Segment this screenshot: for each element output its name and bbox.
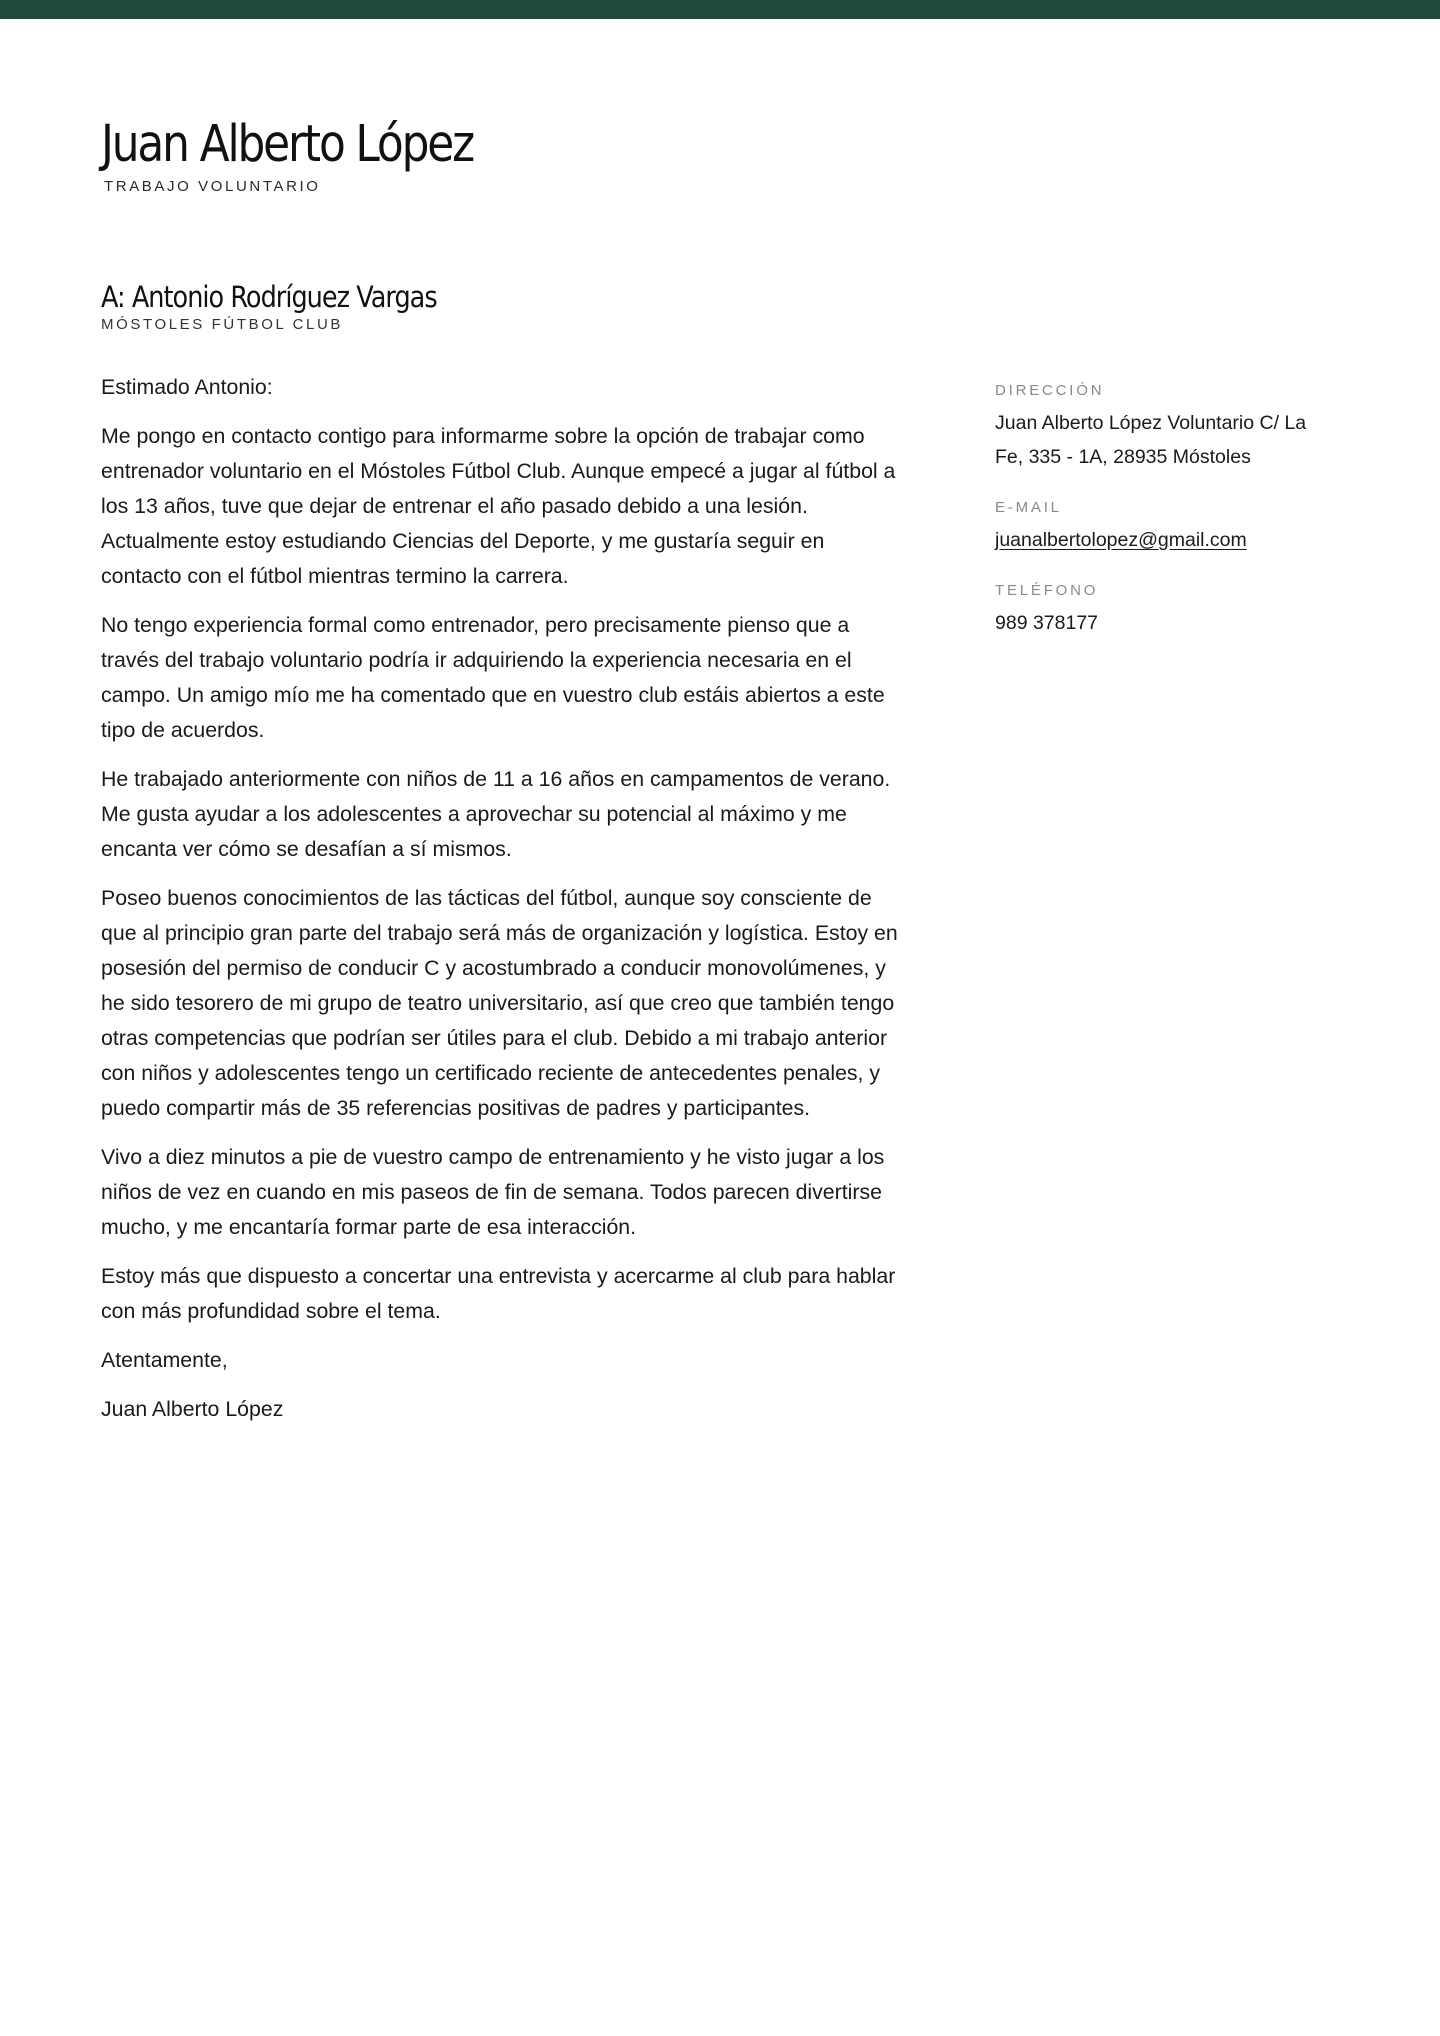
phone-value: 989 378177 <box>995 612 1099 634</box>
email-label: E-MAIL <box>995 499 1062 516</box>
letter-paragraph: No tengo experiencia formal como entrenador, pero precisamente pienso que a través del trabajo voluntario podría ir adquiriendo la experiencia necesaria en el campo. Un amigo mío me ha comentado que en vuestro club estáis abiertos a este tipo de acuerdos. <box>101 613 885 742</box>
sender-subtitle: TRABAJO VOLUNTARIO <box>104 178 321 195</box>
letter-paragraph: Estoy más que dispuesto a concertar una entrevista y acercarme al club para hablar con más profundidad sobre el tema. <box>101 1264 896 1323</box>
sender-name: Juan Alberto López <box>101 115 474 174</box>
recipient-block <box>101 274 482 333</box>
letter-signature: Juan Alberto López <box>101 1397 284 1421</box>
letter-header <box>101 112 534 195</box>
phone-block <box>995 580 1335 640</box>
email-block <box>995 497 1335 557</box>
letter-salutation: Estimado Antonio: <box>101 375 273 399</box>
recipient-organization: MÓSTOLES FÚTBOL CLUB <box>101 316 344 333</box>
contact-sidebar <box>995 380 1335 663</box>
phone-label: TELÉFONO <box>995 582 1099 599</box>
address-block <box>995 380 1335 474</box>
top-accent-bar <box>0 0 1440 19</box>
letter-paragraph: Vivo a diez minutos a pie de vuestro campo de entrenamiento y he visto jugar a los niños de vez en cuando en mis paseos de fin de semana. Todos parecen divertirse mucho, y me encantaría formar parte de esa interacción. <box>101 1145 885 1239</box>
address-value: Juan Alberto López Voluntario C/ La Fe, 335 - 1A, 28935 Móstoles <box>995 412 1307 468</box>
email-link[interactable]: juanalbertolopez@gmail.com <box>995 529 1247 551</box>
letter-paragraph: Poseo buenos conocimientos de las tácticas del fútbol, aunque soy consciente de que al principio gran parte del trabajo será más de organización y logística. Estoy en posesión del permiso de conducir C y acostumbrado a conducir monovolúmenes, y he sido tesorero de mi grupo de teatro universitario, así que creo que también tengo otras competencias que podrían ser útiles para el club. Debido a mi trabajo anterior con niños y adolescentes tengo un certificado reciente de antecedentes penales, y puedo compartir más de 35 referencias positivas de padres y participantes. <box>101 886 898 1120</box>
letter-closing: Atentamente, <box>101 1348 228 1372</box>
recipient-name: A: Antonio Rodríguez Vargas <box>101 280 437 314</box>
address-label: DIRECCIÓN <box>995 382 1105 399</box>
letter-paragraph: He trabajado anteriormente con niños de 11 a 16 años en campamentos de verano. Me gusta ayudar a los adolescentes a aprovechar su potencial al máximo y me encanta ver cómo se desafían a sí mismos. <box>101 767 891 861</box>
letter-paragraph: Me pongo en contacto contigo para informarme sobre la opción de trabajar como entrenador voluntario en el Móstoles Fútbol Club. Aunque empecé a jugar al fútbol a los 13 años, tuve que dejar de entrenar el año pasado debido a una lesión. Actualmente estoy estudiando Ciencias del Deporte, y me gustaría seguir en contacto con el fútbol mientras termino la carrera. <box>101 424 896 588</box>
letter-body <box>101 370 901 1441</box>
